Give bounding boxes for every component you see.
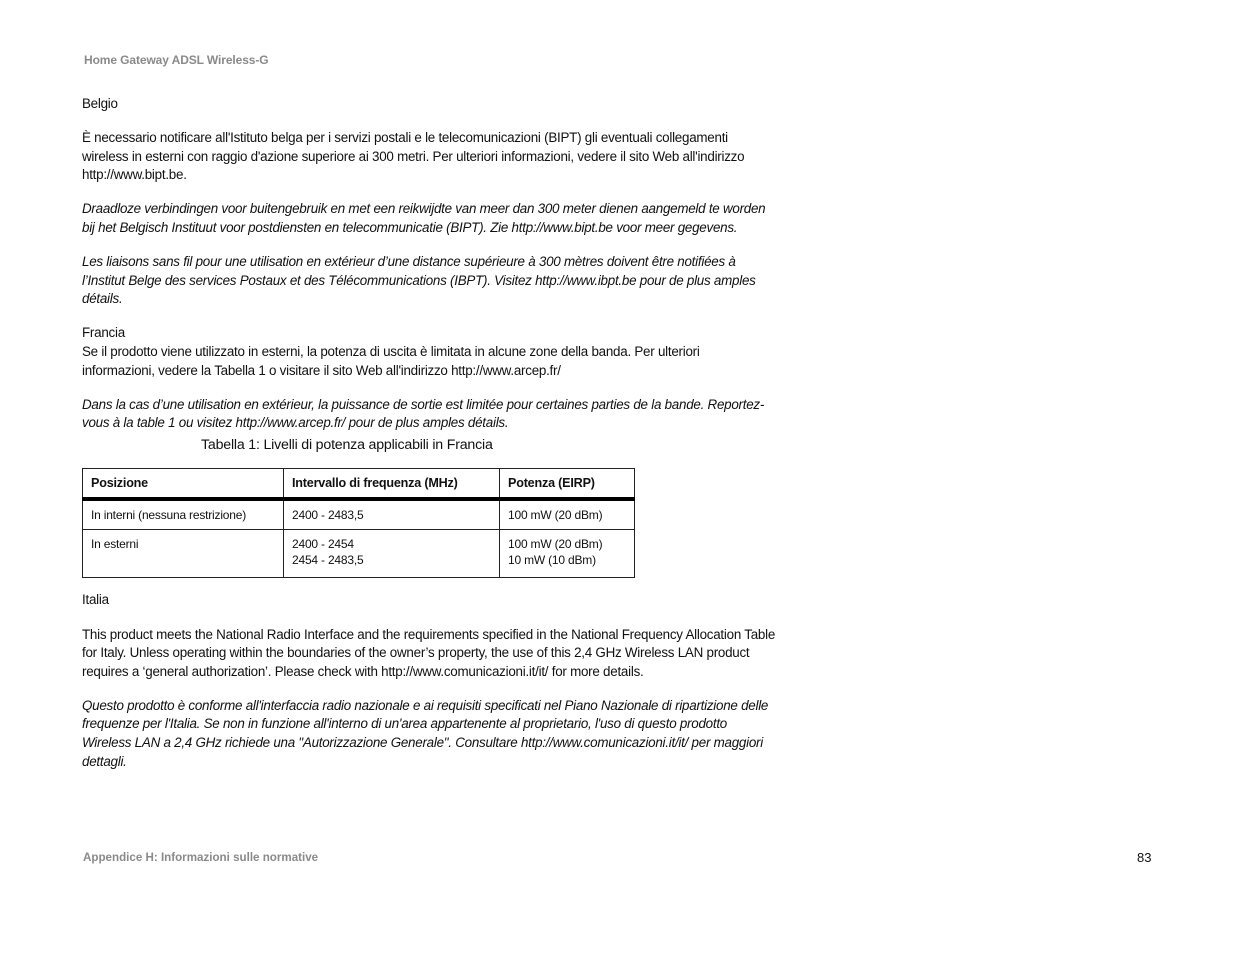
- cell-power: 100 mW (20 dBm): [500, 499, 635, 530]
- text-line: This product meets the National Radio Interface and the requirements specified in the National Frequency Allocation Table: [82, 626, 776, 642]
- main-content: [82, 95, 814, 433]
- text-line: È necessario notificare all'Istituto belga per i servizi postali e le telecomunicazioni (BIPT) gli eventuali collegamenti: [82, 130, 728, 146]
- text-line: Draadloze verbindingen voor buitengebruik en met een reikwijdte van meer dan 300 meter dienen aangemeld te worden: [82, 201, 766, 217]
- table-header-row: [83, 469, 635, 500]
- text-line: informazioni, vedere la Tabella 1 o visitare il sito Web all'indirizzo http://www.arcep.fr/: [82, 362, 561, 378]
- text-line: requires a ‘general authorization’. Please check with http://www.comunicazioni.it/it/ for more details.: [82, 663, 644, 679]
- section-heading-italia: Italia: [82, 592, 109, 607]
- text-line: Wireless LAN a 2,4 GHz richiede una "Autorizzazione Generale". Consultare http://www.comunicazioni.it/it/ per maggiori: [82, 735, 763, 751]
- section-heading-belgio: Belgio: [82, 96, 118, 111]
- cell-frequency: [284, 530, 500, 578]
- text-line: l’Institut Belge des services Postaux et des Télécommunications (IBPT). Visitez http://www.ibpt.be pour de plus amples: [82, 272, 756, 288]
- cell-frequency: 2400 - 2483,5: [284, 499, 500, 530]
- column-header-location: Posizione: [83, 469, 284, 500]
- paragraph-belgio-french: [82, 253, 814, 309]
- text-line: for Italy. Unless operating within the boundaries of the owner’s property, the use of this 2,4 GHz Wireless LAN product: [82, 645, 750, 661]
- cell-location: In interni (nessuna restrizione): [83, 499, 284, 530]
- table-caption: Tabella 1: Livelli di potenza applicabili in Francia: [201, 437, 493, 453]
- paragraph-italia-english: [82, 626, 822, 682]
- frequency-range: 2400 - 2454: [292, 537, 354, 551]
- text-line: Questo prodotto è conforme all'interfaccia radio nazionale e ai requisiti specificati nel Piano Nazionale di ripartizione delle: [82, 697, 769, 713]
- text-line: Se il prodotto viene utilizzato in esterni, la potenza di uscita è limitata in alcune zone della banda. Per ulteriori: [82, 343, 700, 359]
- column-header-frequency: Intervallo di frequenza (MHz): [284, 469, 500, 500]
- text-line: détails.: [82, 291, 123, 307]
- text-line: bij het Belgisch Instituut voor postdiensten en telecommunicatie (BIPT). Zie http://www.bipt.be voor meer gegevens.: [82, 219, 738, 235]
- paragraph-belgio-dutch: [82, 200, 814, 237]
- text-line: Les liaisons sans fil pour une utilisation en extérieur d’une distance supérieure à 300 mètres doivent être notifiées à: [82, 254, 736, 270]
- section-heading-francia: Francia: [82, 325, 125, 341]
- page-number: 83: [1137, 850, 1152, 865]
- paragraph-italia-italian: [82, 697, 822, 771]
- running-header: Home Gateway ADSL Wireless-G: [84, 53, 269, 67]
- text-line: wireless in esterni con raggio d'azione superiore ai 300 metri. Per ulteriori informazioni, vedere il sito Web all'indirizzo: [82, 148, 745, 164]
- section-italia: [82, 591, 822, 771]
- table-row: [83, 530, 635, 578]
- text-line: Dans la cas d’une utilisation en extérieur, la puissance de sortie est limitée pour certaines parties de la bande. Reportez-: [82, 396, 765, 412]
- paragraph-francia-french: [82, 396, 814, 433]
- table-row: [83, 499, 635, 530]
- power-value: 100 mW (20 dBm): [508, 537, 603, 551]
- power-value: 10 mW (10 dBm): [508, 553, 596, 567]
- running-footer-section: Appendice H: Informazioni sulle normative: [83, 851, 319, 864]
- column-header-power: Potenza (EIRP): [500, 469, 635, 500]
- text-line: frequenze per l'Italia. Se non in funzione all'interno di un'area appartenente al proprietario, l'uso di questo prodotto: [82, 716, 727, 732]
- text-line: dettagli.: [82, 753, 127, 769]
- frequency-range: 2454 - 2483,5: [292, 553, 364, 567]
- section-francia: [82, 324, 814, 380]
- text-line: vous à la table 1 ou visitez http://www.arcep.fr/ pour de plus amples détails.: [82, 415, 509, 431]
- cell-location: In esterni: [83, 530, 284, 578]
- paragraph-belgio-italian: [82, 129, 814, 185]
- cell-power: [500, 530, 635, 578]
- text-line: http://www.bipt.be.: [82, 167, 187, 183]
- power-levels-table: [82, 468, 635, 578]
